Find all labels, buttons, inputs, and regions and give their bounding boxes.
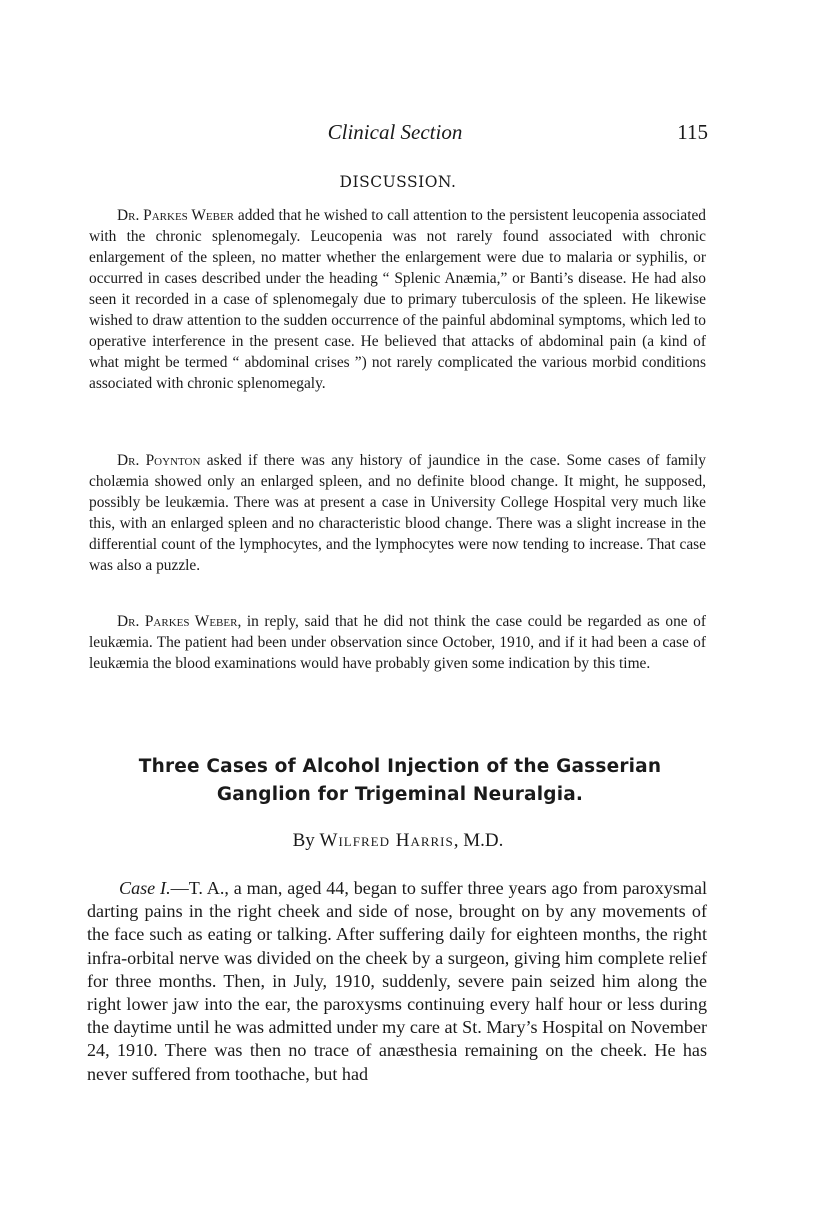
speaker-name: Dr. Parkes Weber — [117, 613, 238, 630]
running-head — [0, 120, 816, 150]
page-number: 115 — [677, 120, 708, 144]
byline-prefix: By — [292, 830, 315, 851]
article-title-line-2: Ganglion for Trigeminal Neuralgia. — [216, 784, 584, 805]
author-name: Wilfred Harris — [319, 830, 454, 851]
case-label: Case I. — [119, 878, 171, 898]
case-text: —T. A., a man, aged 44, began to suffer three years ago from paroxysmal darting pains in the right cheek and side of nose, brought on by any movements of the face such as eating or talking. After suffering daily for eighteen months, the right infra-orbital nerve was divided on the cheek by a surgeon, giving him complete relief for three months. Then, in July, 1910, suddenly, severe pain seized him along the right lower jaw into the ear, the paroxysms continuing every half hour or less during the daytime until he was admitted under my care at St. Mary’s Hospital on November 24, 1910. There was then no trace of anæsthesia remaining on the cheek. He has never suffered from toothache, but had — [87, 878, 707, 1084]
speaker-name: Dr. Parkes Weber — [117, 207, 235, 224]
discussion-paragraph-3 — [89, 611, 706, 674]
paragraph-text: asked if there was any history of jaundice in the case. Some cases of family cholæmia showed only an enlarged spleen, and no definite blood change. It might, he supposed, possibly be leukæmia. There was at present a case in University College Hospital very much like this, with an enlarged spleen and no characteristic blood change. There was a slight increase in the differential count of the lymphocytes, and the lymphocytes were now tending to increase. That case was also a puzzle. — [89, 452, 706, 574]
paragraph-text: , in reply, said that he did not think the case could be regarded as one of leukæmia. The patient had been under observation since October, 1910, and if it had been a case of leukæmia the blood examinations would have probably given some indication by this time. — [89, 613, 706, 672]
paragraph-text: added that he wished to call attention to the persistent leucopenia associated with the chronic splenomegaly. Leucopenia was not rarely found associated with chronic enlargement of the spleen, no matter whether the enlargement were due to malaria or syphilis, or occurred in cases described under the heading “ Splenic Anæmia,” or Banti’s disease. He had also seen it recorded in a case of splenomegaly due to primary tuberculosis of the spleen. He likewise wished to draw attention to the sudden occurrence of the painful abdominal symptoms, which led to operative interference in the present case. He believed that attacks of abdominal pain (a kind of what might be termed “ abdominal crises ”) not rarely complicated the various morbid conditions associated with chronic splenomegaly. — [89, 207, 707, 392]
case-one-paragraph — [87, 877, 707, 1086]
byline — [0, 830, 796, 852]
speaker-name: Dr. Poynton — [117, 452, 201, 469]
section-title: Clinical Section — [327, 120, 463, 144]
article-title — [100, 753, 700, 809]
author-degree: , M.D. — [453, 830, 504, 851]
discussion-paragraph-1 — [89, 205, 706, 394]
discussion-paragraph-2 — [89, 450, 706, 576]
article-title-line-1: Three Cases of Alcohol Injection of the Gasserian — [138, 756, 662, 777]
discussion-heading: DISCUSSION. — [339, 173, 457, 191]
